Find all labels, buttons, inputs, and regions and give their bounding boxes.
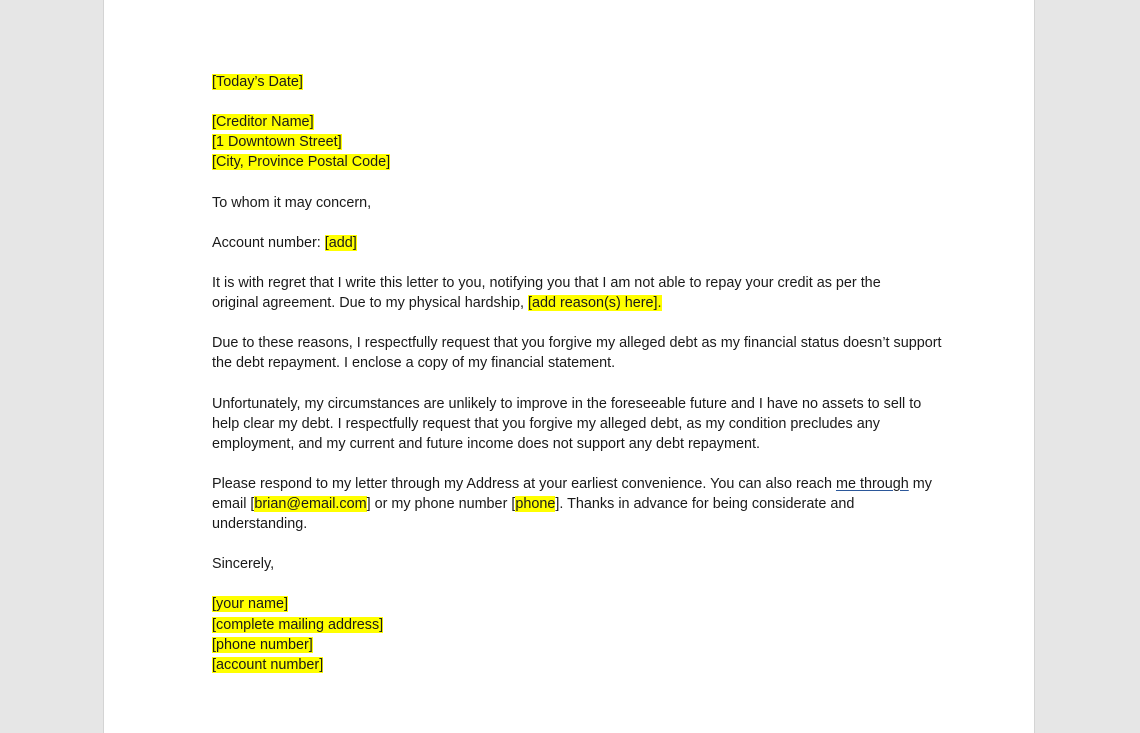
creditor-name: [Creditor Name] xyxy=(212,114,314,131)
signature-phone-line xyxy=(212,635,932,655)
date-placeholder: [Today’s Date] xyxy=(212,74,303,90)
email-label: email [ xyxy=(212,495,255,512)
para2-line2: the debt repayment. I enclose a copy of my financial statement. xyxy=(212,355,616,372)
signature-address-line xyxy=(212,615,932,635)
grammar-flagged-phrase[interactable]: me through xyxy=(835,475,909,492)
date-line xyxy=(212,72,932,92)
signature-account: [account number] xyxy=(212,656,324,673)
phone-label: ] or my phone number [ xyxy=(366,495,516,512)
blank-line xyxy=(212,313,932,333)
reason-placeholder: [add reason(s) here]. xyxy=(527,295,662,312)
signature-address: [complete mailing address] xyxy=(212,616,384,633)
para3-line3: employment, and my current and future income does not support any debt repayment. xyxy=(212,435,760,452)
account-number-line xyxy=(212,233,932,253)
blank-line xyxy=(212,172,932,192)
letter-body[interactable] xyxy=(212,72,942,675)
account-placeholder: [add] xyxy=(324,234,357,251)
para4-line2 xyxy=(212,494,932,514)
document-page xyxy=(103,0,1035,733)
creditor-city: [City, Province Postal Code] xyxy=(212,154,391,171)
para4-text-tail: ]. Thanks in advance for being considerate and xyxy=(555,495,855,512)
para3-line2: help clear my debt. I respectfully request that you forgive my alleged debt, as my condition precludes any xyxy=(212,415,880,432)
signature-name-line xyxy=(212,594,932,614)
account-label: Account number: xyxy=(212,234,325,251)
blank-line xyxy=(212,213,932,233)
para1-line2 xyxy=(212,293,932,313)
signature-name: [your name] xyxy=(212,596,288,613)
blank-line xyxy=(212,92,932,112)
blank-line xyxy=(212,574,932,594)
signature-account-line xyxy=(212,655,932,675)
para4-line3: understanding. xyxy=(212,516,308,533)
para1-text: original agreement. Due to my physical hardship, xyxy=(212,295,528,312)
salutation: To whom it may concern, xyxy=(212,194,372,211)
para4-line1 xyxy=(212,474,932,494)
closing: Sincerely, xyxy=(212,556,275,573)
para4-text: Please respond to my letter through my Address at your earliest convenience. You can also reach xyxy=(212,475,836,492)
blank-line xyxy=(212,454,932,474)
creditor-street-line xyxy=(212,132,932,152)
phone-placeholder: phone xyxy=(515,495,556,512)
email-placeholder: brian@email.com xyxy=(254,495,367,512)
signature-phone: [phone number] xyxy=(212,636,313,653)
para4-text-end: my xyxy=(908,475,932,492)
para1-line1: It is with regret that I write this letter to you, notifying you that I am not able to repay your credit as per the xyxy=(212,274,881,291)
creditor-street: [1 Downtown Street] xyxy=(212,134,342,151)
creditor-name-line xyxy=(212,112,932,132)
para2-line1: Due to these reasons, I respectfully request that you forgive my alleged debt as my financial status doesn’t support xyxy=(212,335,942,352)
blank-line xyxy=(212,253,932,273)
creditor-city-line xyxy=(212,152,932,172)
para3-line1: Unfortunately, my circumstances are unlikely to improve in the foreseeable future and I have no assets to sell to xyxy=(212,395,922,412)
blank-line xyxy=(212,373,932,393)
blank-line xyxy=(212,534,932,554)
